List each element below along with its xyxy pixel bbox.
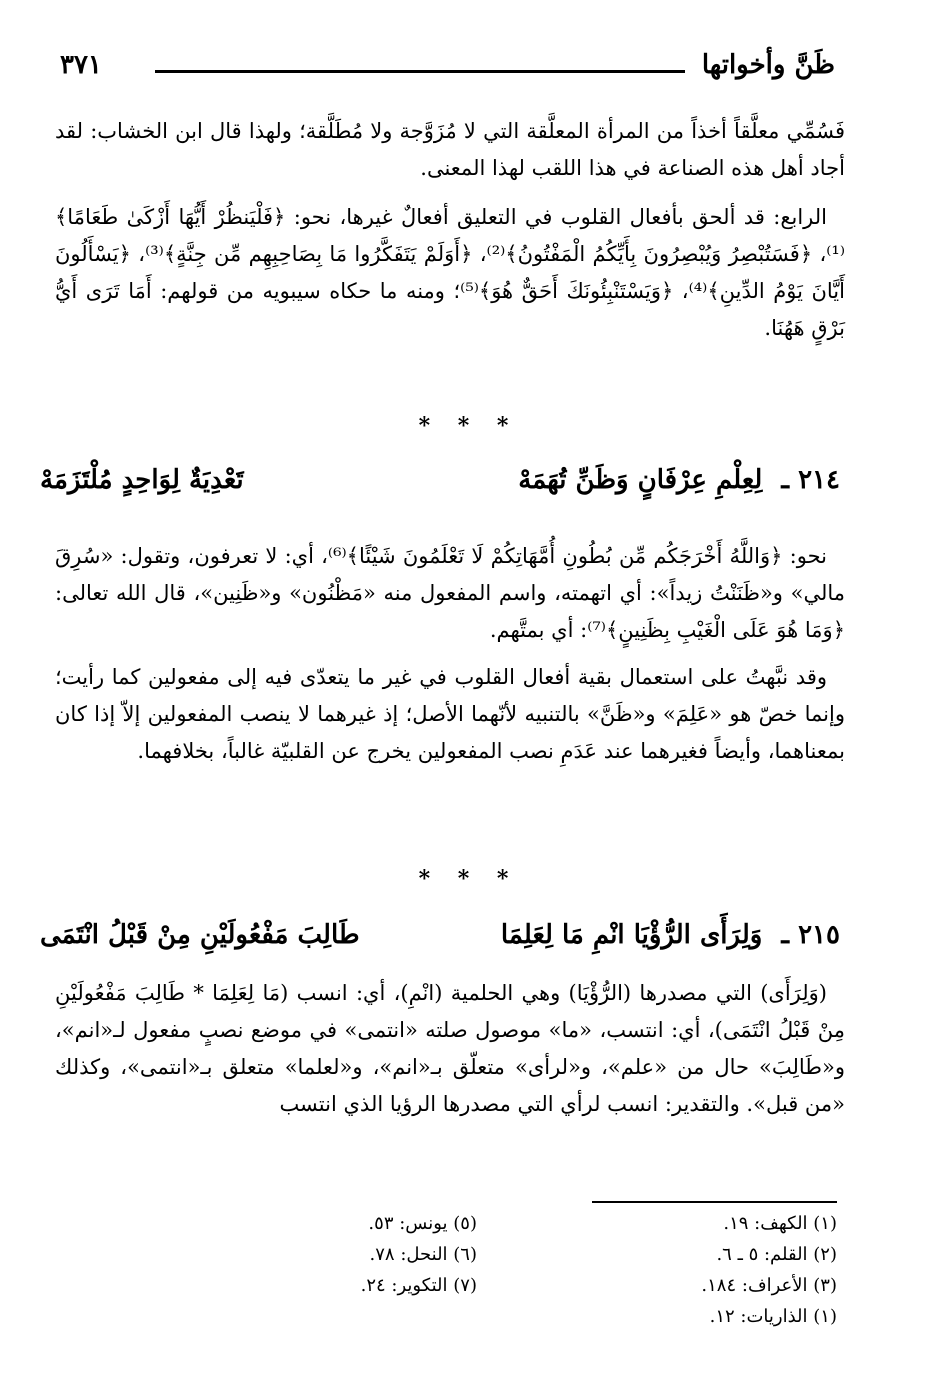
footnote: (١) الكهف: ١٩. <box>723 1213 837 1234</box>
verse-hemistich-2: طَالِبَ مَفْعُولَيْنِ مِنْ قَبْلُ انْتَمَى <box>40 920 360 950</box>
footnote: (١) الذاريات: ١٢. <box>709 1306 837 1327</box>
verse-hemistich-2: تَعْدِيَةٌ لِوَاحِدٍ مُلْتَزَمَهْ <box>40 465 244 495</box>
page-number: ٣٧١ <box>60 50 102 80</box>
paragraph: فَسُمِّي معلَّقاً أخذاً من المرأة المعلَّقة التي لا مُزَوَّجة ولا مُطَلَّقة؛ ولهذا قال ابن الخشاب: لقد أجاد أهل هذه الصناعة في هذا اللقب لهذا المعنى. <box>55 119 845 180</box>
footnote: (٢) القلم: ٥ ـ ٦. <box>716 1244 837 1265</box>
section-separator: * * * <box>418 413 519 439</box>
header-rule <box>155 70 685 73</box>
footnotes-column-2 <box>257 1208 477 1301</box>
footnote-rule <box>592 1201 837 1203</box>
chapter-title: ظَنَّ وأخواتها <box>701 50 835 80</box>
verse-number: ٢١٥ ـ <box>781 920 840 950</box>
verse-line-214 <box>40 465 840 495</box>
footnote: (٦) النحل: ٧٨. <box>369 1244 477 1265</box>
verse-number: ٢١٤ ـ <box>781 465 840 495</box>
verse-hemistich-1: وَلِرَأَى الرُّؤْيَا انْمِ مَا لِعَلِمَا <box>500 920 763 950</box>
bottom-text-block <box>55 975 845 1123</box>
paragraph: الرابع: قد ألحق بأفعال القلوب في التعليق أفعالٌ غيرها، نحو: ﴿فَلْيَنظُرْ أَيُّهَا أَزْكَىٰ طَعَامًا﴾⁽¹⁾، ﴿فَسَتُبْصِرُ وَيُبْصِرُونَ بِأَيِّكُمُ الْمَفْتُونُ﴾⁽²⁾، ﴿أَوَلَمْ يَتَفَكَّرُوا مَا بِصَاحِبِهِم مِّن جِنَّةٍ﴾⁽³⁾، ﴿يَسْأَلُونَ أَيَّانَ يَوْمُ الدِّينِ﴾⁽⁴⁾، ﴿وَيَسْتَنْبِئُونَكَ أَحَقٌّ هُوَ﴾⁽⁵⁾؛ ومنه ما حكاه سيبويه من قولهم: أَمَا تَرَى أَيُّ بَرْقٍ هَهُنَا. <box>55 205 845 340</box>
running-header <box>60 50 835 90</box>
footnote: (٣) الأعراف: ١٨٤. <box>701 1275 837 1296</box>
paragraph: (وَلِرَأَى) التي مصدرها (الرُّؤْيَا) وهي الحلمية (انْمِ)، أي: انسب (مَا لِعَلِمَا * طَالِبَ مَفْعُولَيْنِ مِنْ قَبْلُ انْتَمَى)، أي: انتسب، «ما» موصول صلته «انتمى» في موضع نصبٍ مفعول لـ«انم»، و«طَالِبَ» حال من «علم»، و«لرأى» متعلّق بـ«انم»، و«لعلما» متعلق بـ«انتمى»، وكذلك «من قبل». والتقدير: انسب لرأي التي مصدرها الرؤيا الذي انتسب <box>55 981 845 1116</box>
paragraph: وقد نبَّهتُ على استعمال بقية أفعال القلوب في غير ما يتعدّى فيه إلى مفعولين كما رأيت؛ وإنما خصّ هو «عَلِمَ» و«ظَنَّ» بالتنبيه لأنّهما الأصل؛ إذ غيرهما لا ينصب المفعولين إلاّ إذا كان بمعناهما، وأيضاً فغيرهما عند عَدَمِ نصب المفعولين يخرج عن القلبيّة غالباً، بخلافهما. <box>55 665 845 763</box>
verse-hemistich-1: لِعِلْمِ عِرْفَانٍ وَظَنِّ تُهَمَهْ <box>518 465 763 495</box>
footnote: (٧) التكوير: ٢٤. <box>360 1275 477 1296</box>
paragraph: نحو: ﴿وَاللَّهُ أَخْرَجَكُم مِّن بُطُونِ أُمَّهَاتِكُمْ لَا تَعْلَمُونَ شَيْئًا﴾⁽⁶⁾، أي: لا تعرفون، وتقول: «سُرِقَ مالي» و«ظَنَنْتُ زيداً»: أي اتهمته، واسم المفعول منه «مَظْنُون» و«ظَنِين»، قال الله تعالى: ﴿وَمَا هُوَ عَلَى الْغَيْبِ بِظَنِينٍ﴾⁽⁷⁾: أي بمتَّهم. <box>55 544 845 642</box>
top-text-block <box>55 113 845 347</box>
middle-text-block <box>55 538 845 770</box>
section-separator: * * * <box>418 866 519 892</box>
verse-line-215 <box>40 920 840 950</box>
footnote: (٥) يونس: ٥٣. <box>368 1213 477 1234</box>
footnotes-column-1 <box>577 1208 837 1332</box>
